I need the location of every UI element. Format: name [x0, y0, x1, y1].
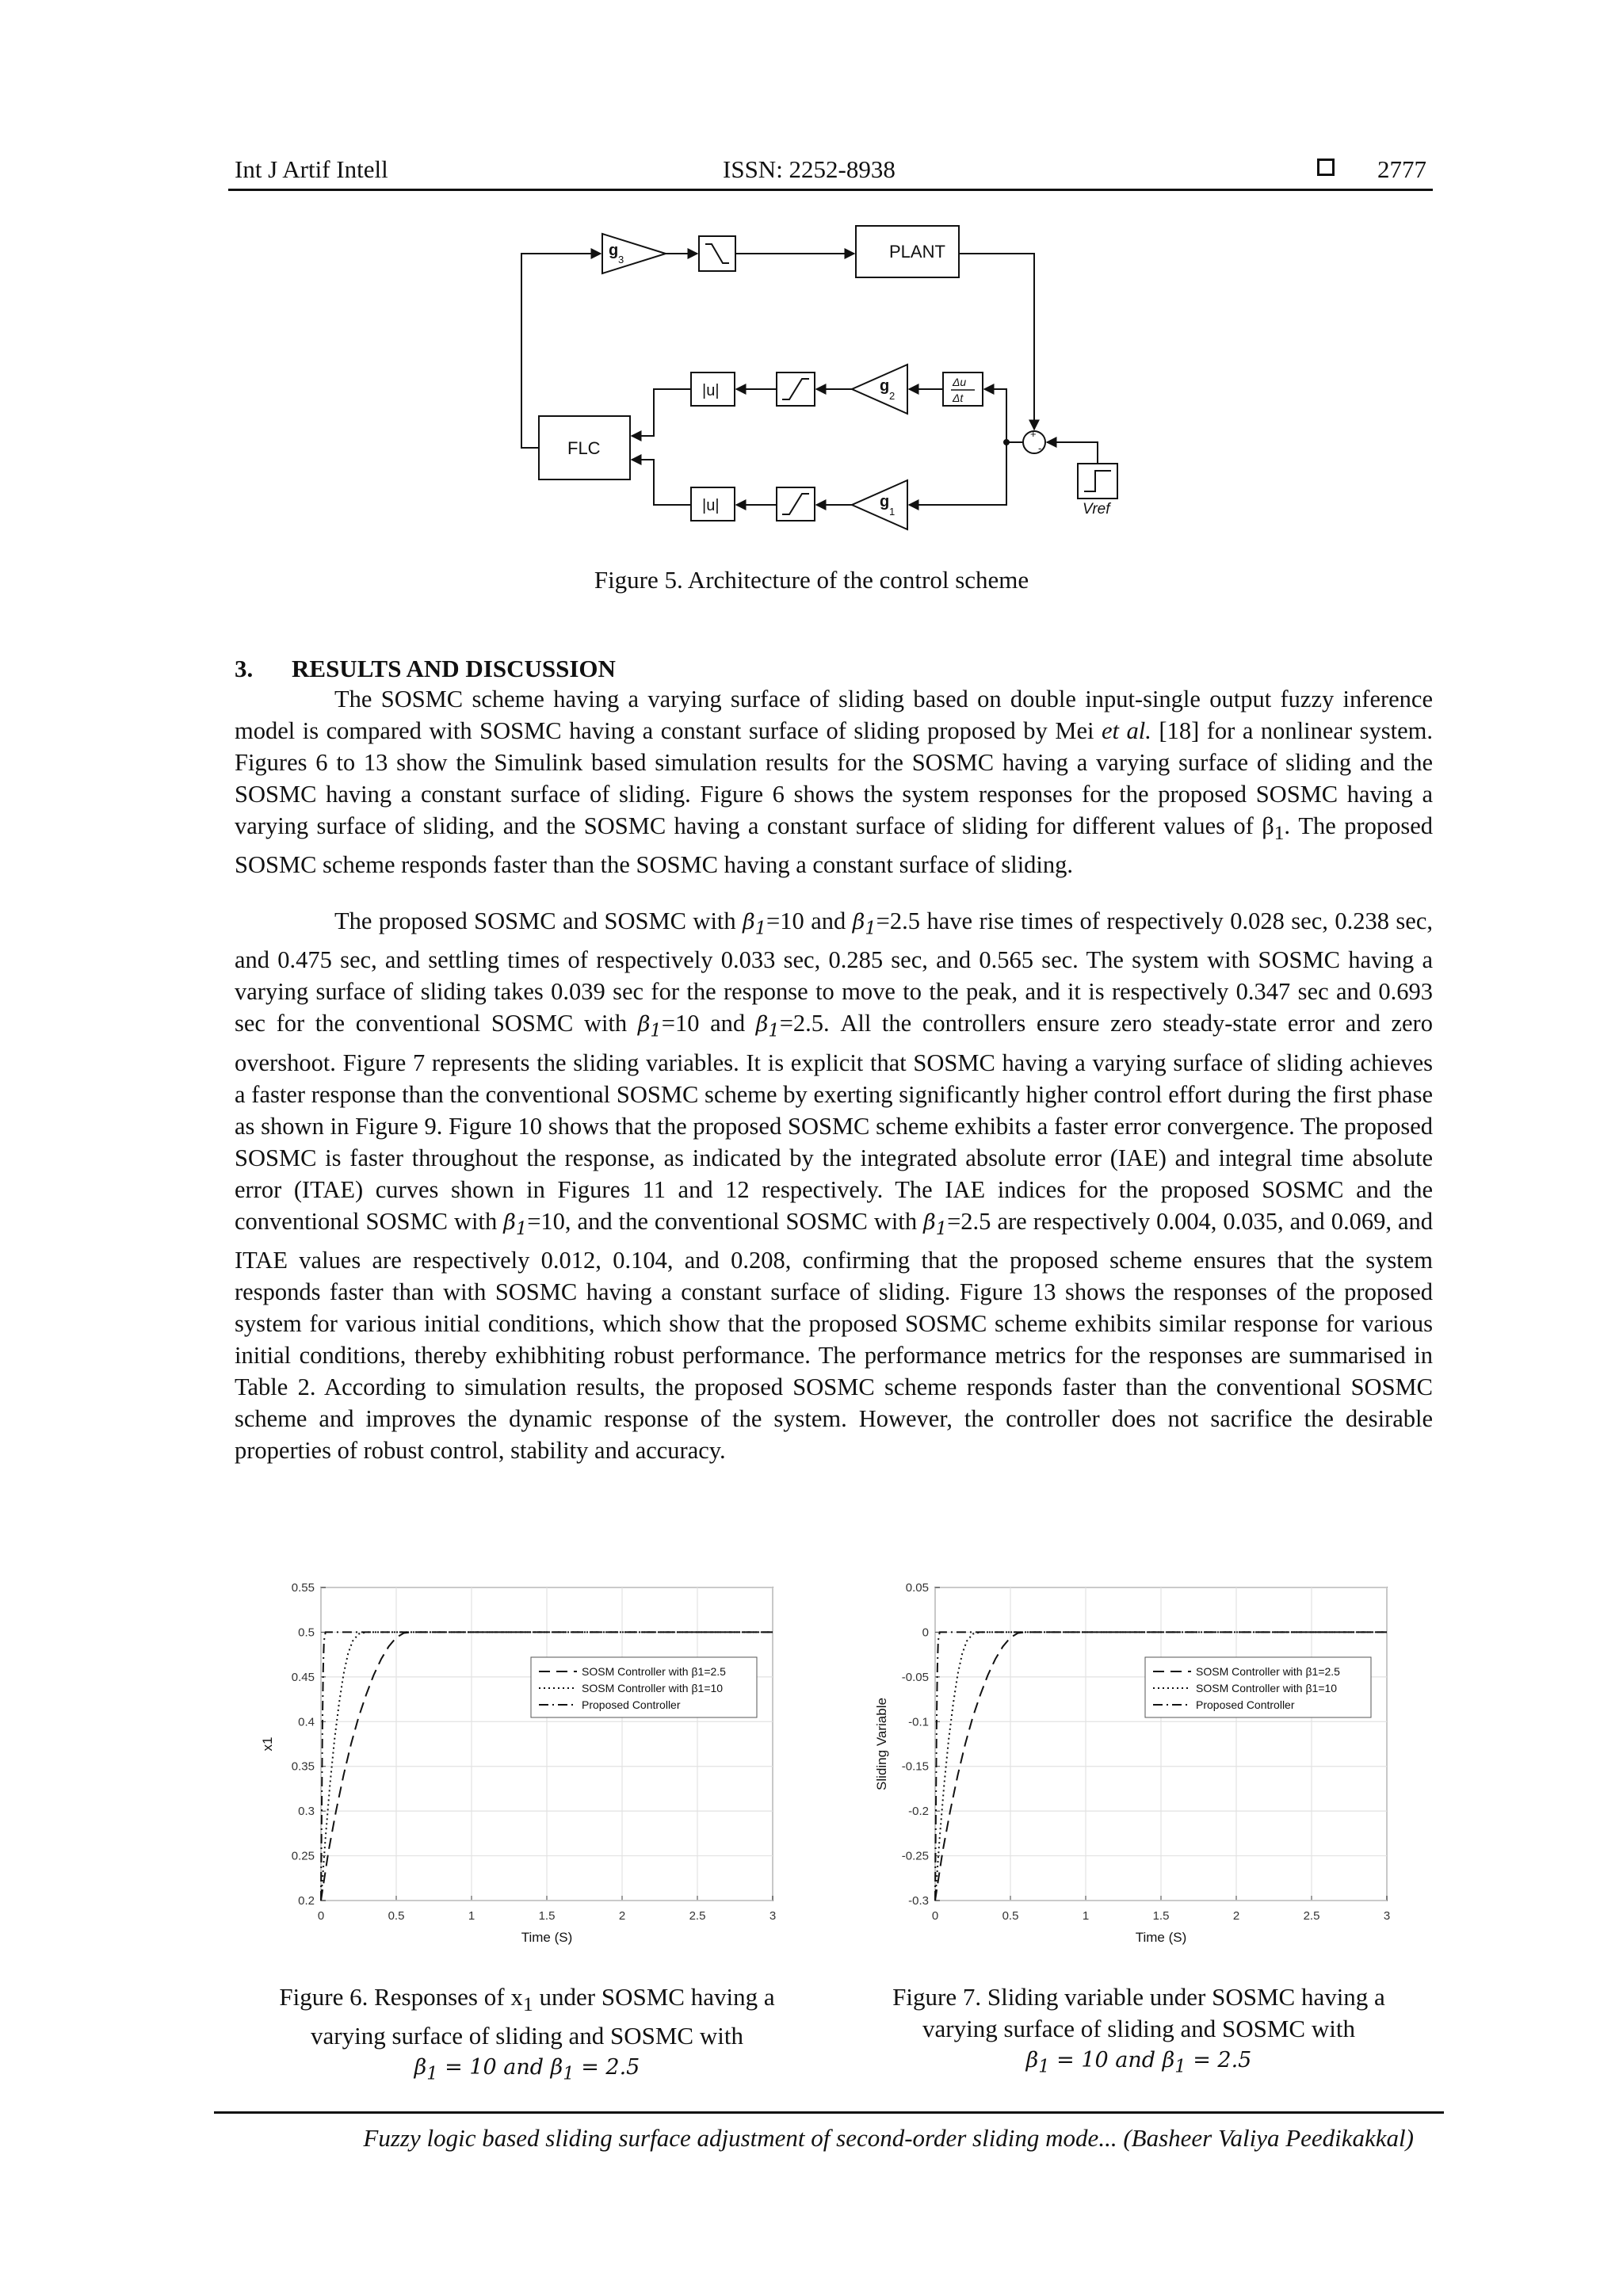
- y-tick-label: -0.05: [901, 1670, 929, 1684]
- x-tick-label: 2.5: [689, 1909, 706, 1923]
- p1-text-a: The SOSMC scheme having a varying surface of sliding based on double input-single output fuzzy inference model is compared with SOSMC having a constant surface of sliding proposed by Mei: [235, 686, 1433, 744]
- figure-7-chart: [872, 1553, 1411, 1966]
- abs-top-label: |u|: [702, 382, 720, 399]
- y-tick-label: 0.3: [298, 1805, 315, 1819]
- y-tick-label: 0.05: [905, 1581, 929, 1595]
- y-tick-label: -0.25: [901, 1849, 929, 1863]
- p2-text-5: =2.5. All the controllers ensure zero steady-state error and zero overshoot. Figure 7 represents the sliding variables. It is explicit that SOSMC having a varying surface of sliding achieves a faster response than the conventional SOSMC scheme by exerting significantly higher control effort during the first phase as shown in Figure 9. Figure 10 shows that the proposed SOSMC scheme exhibits a faster error convergence. The proposed SOSMC is faster throughout the response, as indicated by the integrated absolute error (IAE) and integral time absolute error (ITAE) curves shown in Figures 11 and 12 respectively. The IAE indices for the proposed SOSMC and the conventional SOSMC with: [235, 1010, 1433, 1235]
- y-tick-label: 0: [922, 1626, 929, 1640]
- p1-text-c: . The proposed SOSMC scheme responds faster than the SOSMC having a constant surface of sliding.: [235, 812, 1434, 879]
- header-rule: [228, 189, 1433, 191]
- page-number: 2777: [1377, 155, 1426, 183]
- x-tick-label: 3: [1383, 1909, 1391, 1923]
- figure-6-caption-equation: $\beta_1 = 10$ and $\beta_1 = 2.5$: [414, 2055, 640, 2084]
- section-title: RESULTS AND DISCUSSION: [292, 655, 616, 682]
- section-heading: [235, 655, 616, 683]
- p2-text-4: =10 and: [661, 1010, 756, 1037]
- p2-text-2: =10 and: [766, 907, 853, 934]
- y-axis-label: Sliding Variable: [874, 1698, 889, 1790]
- x-axis-label: Time (S): [1135, 1930, 1187, 1945]
- footer-rule: [214, 2111, 1444, 2114]
- abs-bottom-label: |u|: [702, 497, 720, 514]
- x-tick-label: 0.5: [1002, 1909, 1019, 1923]
- legend-label: SOSM Controller with β1=10: [1196, 1682, 1338, 1694]
- g1-subscript: 1: [889, 506, 896, 518]
- plant-label: PLANT: [889, 242, 945, 262]
- p2-text-1: The proposed SOSMC and SOSMC with: [334, 907, 743, 934]
- legend-label: Proposed Controller: [1196, 1698, 1295, 1711]
- beta-symbol: $\beta_1$: [755, 1012, 780, 1041]
- y-tick-label: 0.2: [298, 1894, 315, 1908]
- y-tick-label: -0.1: [908, 1715, 929, 1729]
- issn: ISSN: 2252-8938: [723, 155, 896, 183]
- beta-symbol: $\beta_1$: [503, 1209, 528, 1240]
- beta-symbol: $\beta_1$: [637, 1012, 662, 1041]
- figure-5-block-diagram: [515, 222, 1165, 539]
- y-tick-label: 0.5: [298, 1626, 315, 1640]
- running-footer: Fuzzy logic based sliding surface adjustment of second-order sliding mode... (Basheer Valiya Peedikakkal): [363, 2124, 1414, 2152]
- x-tick-label: 1.5: [538, 1909, 556, 1923]
- figure-5-caption: Figure 5. Architecture of the control scheme: [594, 566, 1029, 594]
- y-tick-label: -0.3: [908, 1894, 929, 1908]
- paragraph-2: [235, 905, 1433, 1466]
- x-axis-label: Time (S): [521, 1930, 573, 1945]
- y-tick-label: -0.2: [908, 1805, 929, 1819]
- y-tick-label: 0.25: [291, 1849, 315, 1863]
- g3-label: g: [609, 242, 619, 259]
- figure-7-caption: Figure 7. Sliding variable under SOSMC having a varying surface of sliding and SOSMC with $\beta_1 = 10$ and $\beta_1 = 2.5$: [850, 1981, 1428, 2082]
- legend-label: SOSM Controller with β1=10: [582, 1682, 724, 1694]
- g2-subscript: 2: [889, 390, 896, 402]
- x-tick-label: 2.5: [1303, 1909, 1320, 1923]
- p2-text-6: =10, and the conventional SOSMC with: [527, 1207, 924, 1235]
- journal-name: Int J Artif Intell: [235, 155, 388, 183]
- g1-label: g: [880, 493, 890, 510]
- g2-label: g: [880, 377, 890, 395]
- x-tick-label: 3: [769, 1909, 777, 1923]
- x-tick-label: 2: [618, 1909, 626, 1923]
- section-number: 3.: [235, 655, 254, 682]
- legend-label: SOSM Controller with β1=2.5: [1196, 1665, 1340, 1678]
- derivative-denominator: Δt: [953, 392, 964, 404]
- figure-6-chart: [262, 1553, 785, 1966]
- legend-label: Proposed Controller: [582, 1698, 681, 1711]
- x-tick-label: 1: [468, 1909, 475, 1923]
- derivative-numerator: Δu: [953, 376, 967, 388]
- x-tick-label: 0: [931, 1909, 939, 1923]
- p2-text-3: =2.5 have rise times of respectively 0.028 sec, 0.238 sec, and 0.475 sec, and settling times of respectively 0.033 sec, 0.285 sec, and 0.565 sec. The system with SOSMC having a varying surface of sliding takes 0.039 sec for the response to move to the peak, and it is respectively 0.347 sec and 0.693 sec for the conventional SOSMC with: [235, 907, 1433, 1037]
- figure-6-caption: Figure 6. Responses of $x_1$ under SOSMC having a varying surface of sliding and SOSMC with $\beta_1 = 10$ and $\beta_1 = 2.5$: [238, 1981, 816, 2090]
- beta-symbol: $\beta_1$: [923, 1209, 948, 1240]
- p1-text-b: [18] for a nonlinear system. Figures 6 to 13 show the Simulink based simulation results for the SOSMC having a varying surface of sliding and the SOSMC having a constant surface of sliding. Figure 6 shows the system responses for the proposed SOSMC having a varying surface of sliding, and the SOSMC having a constant surface of sliding for different values of β: [235, 717, 1433, 839]
- y-tick-label: 0.35: [291, 1759, 315, 1774]
- beta-symbol: $\beta_1$: [743, 910, 767, 939]
- x-tick-label: 0: [317, 1909, 325, 1923]
- y-tick-label: -0.15: [901, 1759, 929, 1774]
- y-tick-label: 0.55: [291, 1581, 315, 1595]
- y-axis-label: x1: [260, 1736, 275, 1752]
- y-tick-label: 0.4: [298, 1715, 315, 1729]
- beta-symbol: $\beta_1$: [852, 910, 876, 939]
- p1-etal: et al.: [1102, 717, 1151, 744]
- vref-step-block: [1078, 464, 1117, 499]
- figure-7-caption-equation: $\beta_1 = 10$ and $\beta_1 = 2.5$: [1025, 2048, 1252, 2077]
- flc-label: FLC: [567, 438, 601, 458]
- p2-text-7: =2.5 are respectively 0.004, 0.035, and 0.069, and ITAE values are respectively 0.012, 0.104, and 0.208, confirming that the proposed scheme ensures that the system responds faster than with SOSMC having a constant surface of sliding. Figure 13 shows the responses of the proposed system for various initial conditions, which show that the proposed SOSMC scheme exhibits similar response for various initial conditions, thereby exhibhiting robust performance. The performance metrics for the responses are summarised in Table 2. According to simulation results, the proposed SOSMC scheme responds faster than the conventional SOSMC scheme and improves the dynamic response of the system. However, the controller does not sacrifice the desirable properties of robust control, stability and accuracy.: [235, 1207, 1434, 1465]
- g3-subscript: 3: [618, 254, 624, 266]
- sum-minus-sign: -: [1038, 442, 1042, 454]
- vref-label: Vref: [1083, 501, 1110, 518]
- sum-plus-sign: +: [1030, 428, 1037, 440]
- p1-subscript: 1: [1274, 822, 1285, 845]
- square-icon: [1317, 159, 1335, 176]
- paragraph-1: [235, 683, 1433, 881]
- x-tick-label: 1: [1082, 1909, 1090, 1923]
- x-tick-label: 0.5: [388, 1909, 405, 1923]
- legend-label: SOSM Controller with β1=2.5: [582, 1665, 726, 1678]
- x-tick-label: 1.5: [1152, 1909, 1170, 1923]
- y-tick-label: 0.45: [291, 1670, 315, 1684]
- x-tick-label: 2: [1232, 1909, 1240, 1923]
